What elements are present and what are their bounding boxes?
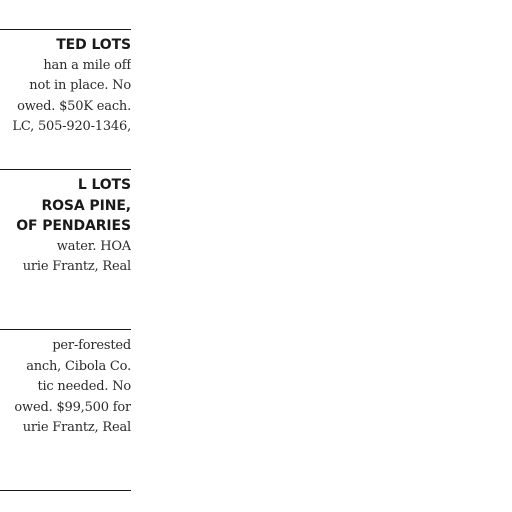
listing-text-line: tic needed. No xyxy=(37,379,131,394)
section-divider xyxy=(0,490,131,491)
listing-text-line: urie Frantz, Real xyxy=(22,259,131,274)
listing-text-line: per-forested xyxy=(52,338,131,353)
listing-text-line: owed. $99,500 for xyxy=(14,399,131,415)
listing-3 xyxy=(0,336,131,439)
listing-text-line: water. HOA xyxy=(56,238,131,254)
section-divider xyxy=(0,329,131,330)
listing-text-line: anch, Cibola Co. xyxy=(26,358,131,374)
listing-text-line: LC, 505-920-1346, xyxy=(12,119,131,134)
section-divider xyxy=(0,169,131,170)
listing-heading: L LOTS xyxy=(77,177,131,193)
listing-text-line: not in place. No xyxy=(29,78,131,93)
listing-text-line: han a mile off xyxy=(43,57,131,73)
listing-heading: TED LOTS xyxy=(56,37,131,53)
listing-1 xyxy=(0,35,131,138)
listing-heading: OF PENDARIES xyxy=(16,218,131,234)
listing-text-line: owed. $50K each. xyxy=(17,98,131,114)
listing-text-line: urie Frantz, Real xyxy=(22,420,131,435)
section-divider xyxy=(0,29,131,30)
listing-heading: ROSA PINE, xyxy=(41,197,131,214)
listing-2 xyxy=(0,175,131,278)
classified-column xyxy=(0,0,131,512)
